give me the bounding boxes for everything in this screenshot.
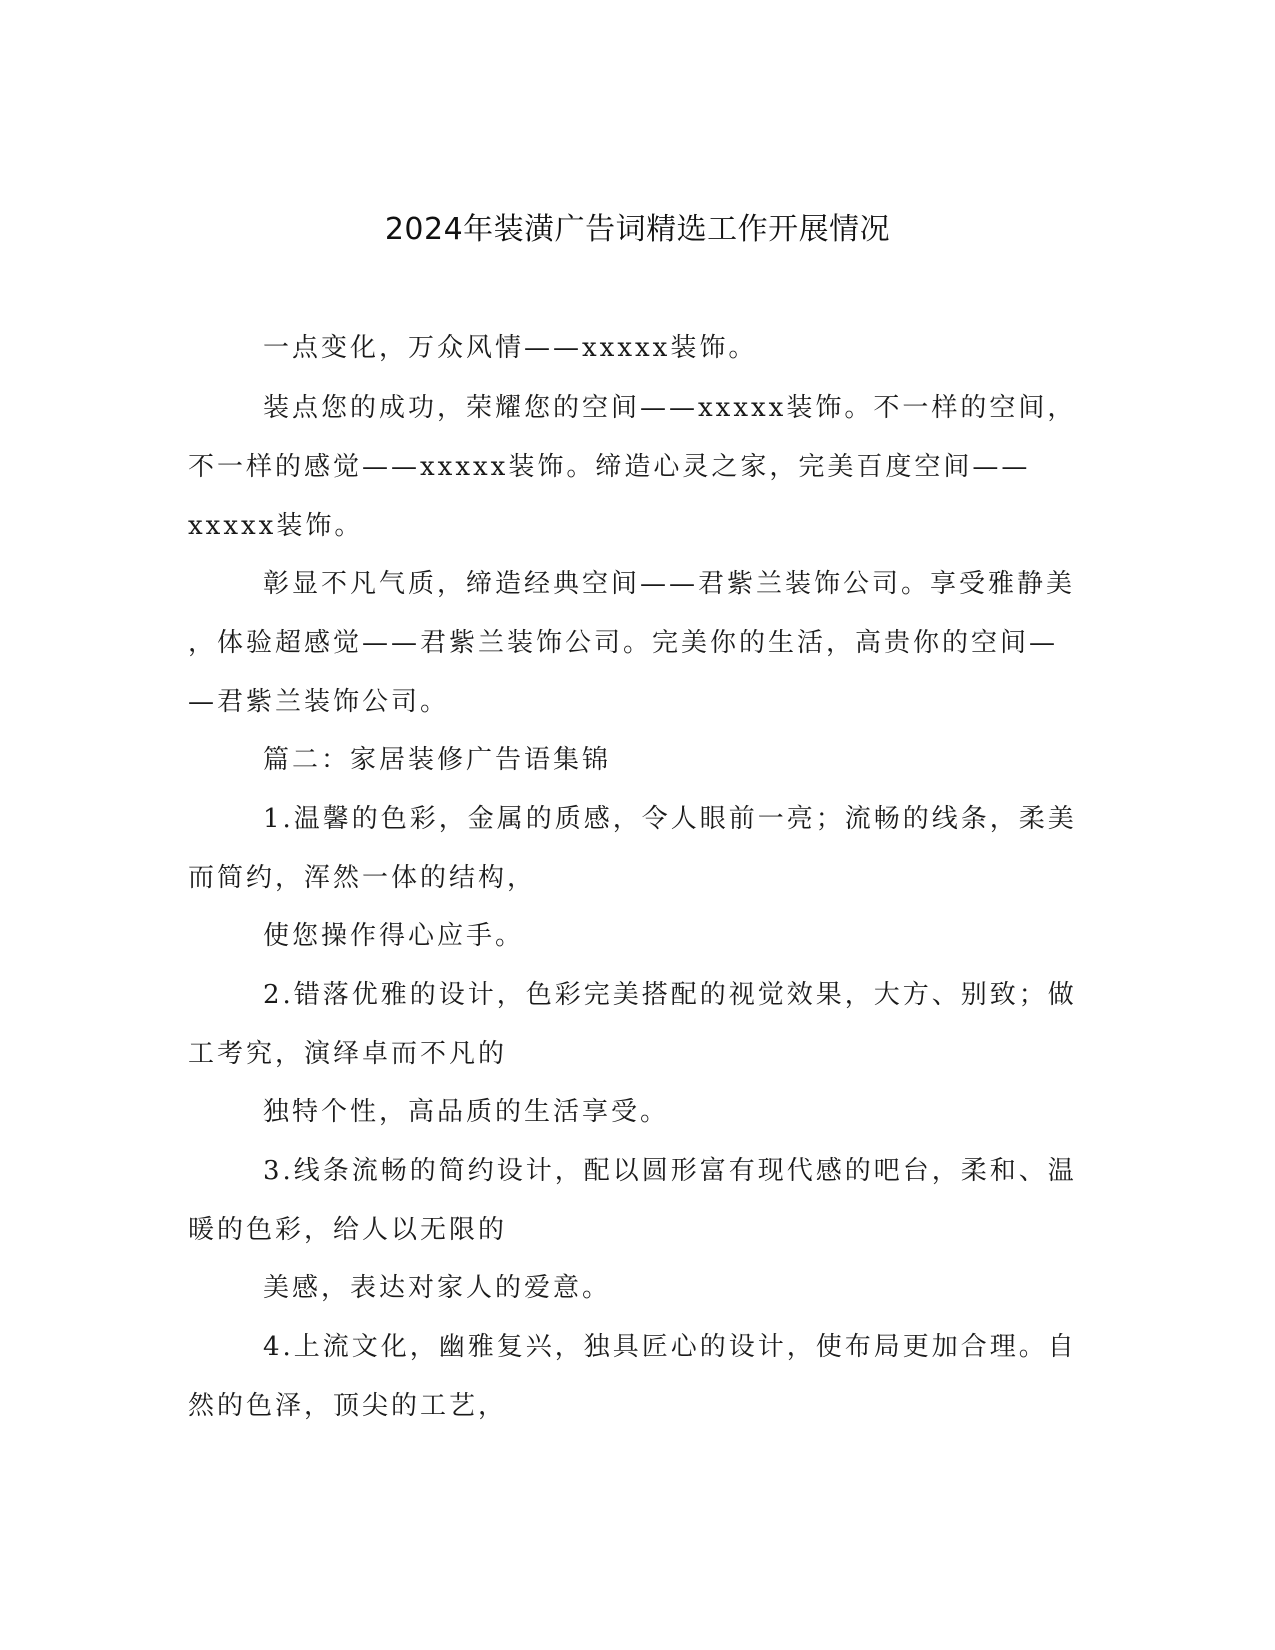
section-heading: 篇二：家居装修广告语集锦 xyxy=(263,745,612,775)
paragraph-line: 3.线条流畅的简约设计，配以圆形富有现代感的吧台，柔和、温 xyxy=(263,1156,1077,1186)
paragraph-line: 暖的色彩，给人以无限的 xyxy=(188,1215,508,1245)
paragraph-line: 1.温馨的色彩，金属的质感，令人眼前一亮；流畅的线条，柔美 xyxy=(263,804,1077,834)
paragraph-line: xxxxx装饰。 xyxy=(188,511,364,541)
paragraph-line: 彰显不凡气质，缔造经典空间——君紫兰装饰公司。享受雅静美 xyxy=(263,569,1076,599)
paragraph-line: —君紫兰装饰公司。 xyxy=(188,687,450,717)
paragraph-line: 工考究，演绎卓而不凡的 xyxy=(188,1039,508,1069)
document-title: 2024年装潢广告词精选工作开展情况 xyxy=(384,212,891,247)
paragraph-line: 独特个性，高品质的生活享受。 xyxy=(263,1097,670,1127)
paragraph-line: 然的色泽，顶尖的工艺， xyxy=(188,1391,508,1421)
paragraph-line: ，体验超感觉——君紫兰装饰公司。完美你的生活，高贵你的空间— xyxy=(188,628,1059,658)
paragraph-line: 4.上流文化，幽雅复兴，独具匠心的设计，使布局更加合理。自 xyxy=(263,1332,1077,1362)
paragraph-line: 使您操作得心应手。 xyxy=(263,921,525,951)
paragraph-line: 美感，表达对家人的爱意。 xyxy=(263,1273,612,1303)
paragraph-line: 2.错落优雅的设计，色彩完美搭配的视觉效果，大方、别致；做 xyxy=(263,980,1077,1010)
paragraph-line: 装点您的成功，荣耀您的空间——xxxxx装饰。不一样的空间， xyxy=(263,393,1077,423)
paragraph-line: 一点变化，万众风情——xxxxx装饰。 xyxy=(263,333,758,363)
paragraph-line: 而简约，浑然一体的结构， xyxy=(188,863,537,893)
paragraph-line: 不一样的感觉——xxxxx装饰。缔造心灵之家，完美百度空间—— xyxy=(188,452,1031,482)
